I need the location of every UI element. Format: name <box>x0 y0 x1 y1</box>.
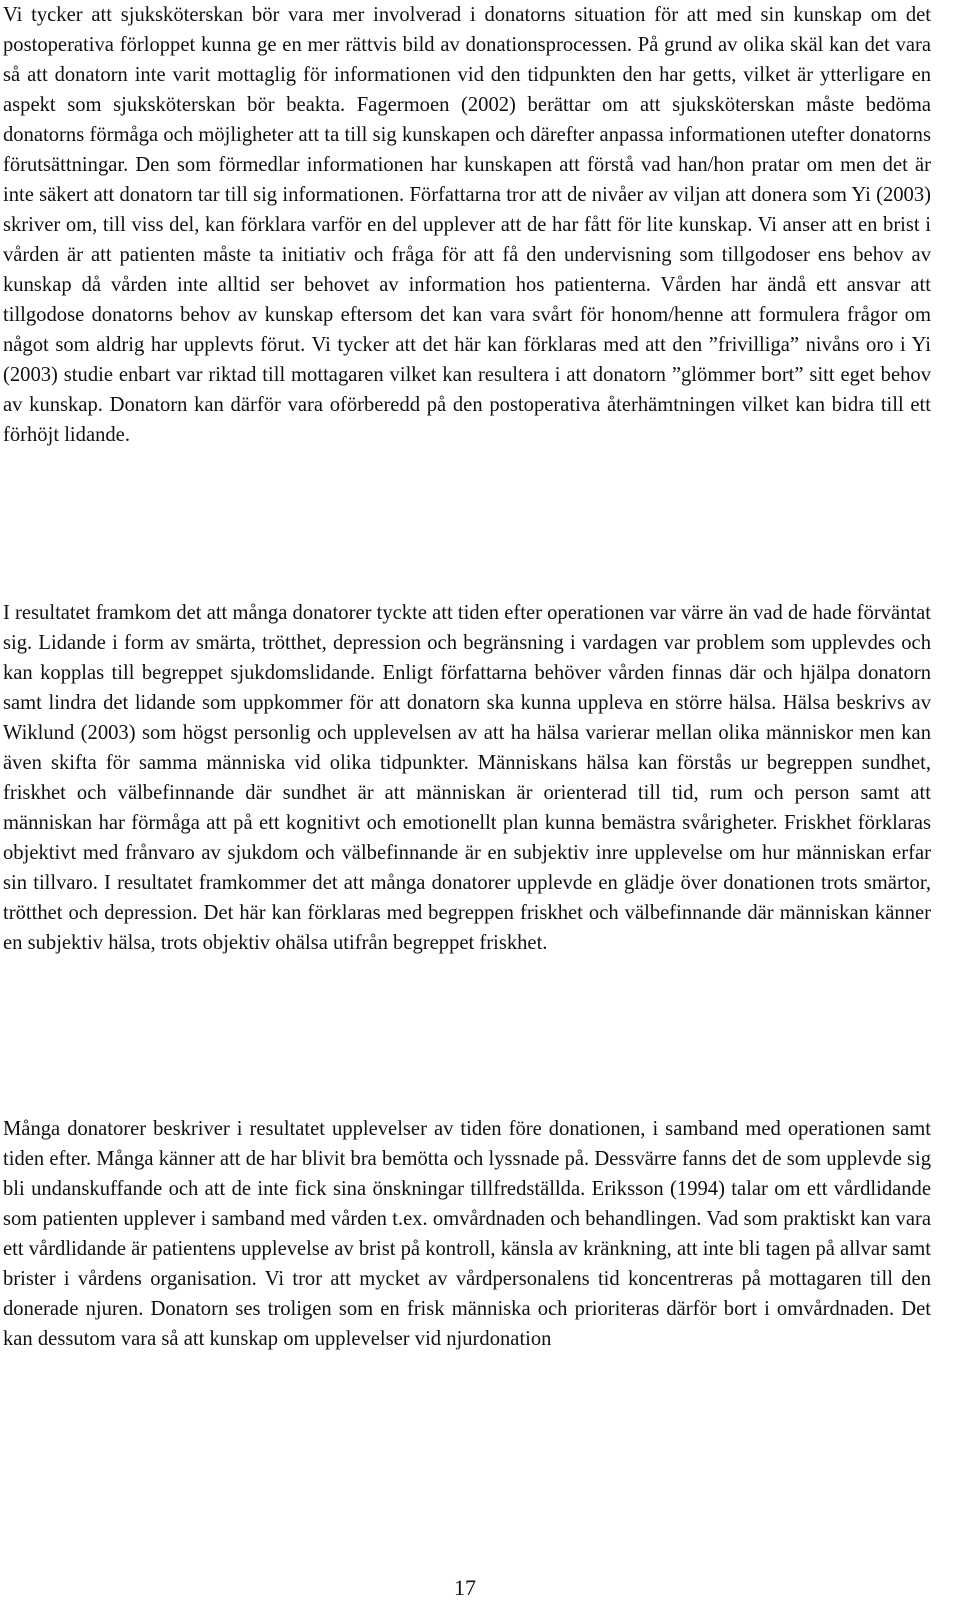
body-paragraph-3: Många donatorer beskriver i resultatet upplevelser av tiden före donationen, i samband med operationen samt tiden efter. Många känner att de har blivit bra bemötta och lyssnade på. Dessvärre fanns det de som upplevde sig bli undanskuffande och att de inte fick sina önskningar tillfredställda. Eriksson (1994) talar om ett vårdlidande som patienten upplever i samband med vården t.ex. omvårdnaden och behandlingen. Vad som praktiskt kan vara ett vårdlidande är patientens upplevelse av brist på kontroll, känsla av kränkning, att inte bli tagen på allvar samt brister i vårdens organisation. Vi tror att mycket av vårdpersonalens tid koncentreras på mottagaren till den donerade njuren. Donatorn ses troligen som en frisk människa och prioriteras därför bort i omvårdnaden. Det kan dessutom vara så att kunskap om upplevelser vid njurdonation <box>3 1118 931 1350</box>
body-paragraph-2: I resultatet framkom det att många donatorer tyckte att tiden efter operationen var värre än vad de hade förväntat sig. Lidande i form av smärta, trötthet, depression och begränsning i vardagen var problem som upplevdes och kan kopplas till begreppet sjukdomslidande. Enligt författarna behöver vården finnas där och hjälpa donatorn samt lindra det lidande som uppkommer för att donatorn ska kunna uppleva en större hälsa. Hälsa beskrivs av Wiklund (2003) som högst personlig och upplevelsen av att ha hälsa varierar mellan olika människor men kan även skifta för samma människa vid olika tidpunkter. Människans hälsa kan förstås ur begreppen sundhet, friskhet och välbefinnande där sundhet är att människan är orienterad till tid, rum och person samt att människan har förmåga att på ett kognitivt och emotionellt plan kunna bemästra svårigheter. Friskhet förklaras objektivt med frånvaro av sjukdom och välbefinnande är en subjektiv inre upplevelse om hur människan erfar sin tillvaro. I resultatet framkommer det att många donatorer upplevde en glädje över donationen trots smärtor, trötthet och depression. Det här kan förklaras med begreppen friskhet och välbefinnande där människan känner en subjektiv hälsa, trots objektiv ohälsa utifrån begreppet friskhet. <box>3 602 931 954</box>
body-paragraph-1: Vi tycker att sjuksköterskan bör vara mer involverad i donatorns situation för att med sin kunskap om det postoperativa förloppet kunna ge en mer rättvis bild av donationsprocessen. På grund av olika skäl kan det vara så att donatorn inte varit mottaglig för informationen vid den tidpunkten den har getts, vilket är ytterligare en aspekt som sjuksköterskan bör beakta. Fagermoen (2002) berättar om att sjuksköterskan måste bedöma donatorns förmåga och möjligheter att ta till sig kunskapen och därefter anpassa informationen utefter donatorns förutsättningar. Den som förmedlar informationen har kunskapen att förstå vad han/hon pratar om men det är inte säkert att donatorn tar till sig informationen. Författarna tror att de nivåer av viljan att donera som Yi (2003) skriver om, till viss del, kan förklara varför en del upplever att de har fått för lite kunskap. Vi anser att en brist i vården är att patienten måste ta initiativ och fråga för att få den undervisning som tillgodoser ens behov av kunskap då vården inte alltid ser behovet av information hos patienterna. Vården har ändå ett ansvar att tillgodose donatorns behov av kunskap eftersom det kan vara svårt för honom/henne att formulera frågor om något som aldrig har upplevts förut. Vi tycker att det här kan förklaras med att den ”frivilliga” nivåns oro i Yi (2003) studie enbart var riktad till mottagaren vilket kan resultera i att donatorn ”glömmer bort” sitt eget behov av kunskap. Donatorn kan därför vara oförberedd på den postoperativa återhämtningen vilket kan bidra till ett förhöjt lidande. <box>3 4 931 446</box>
page-number: 17 <box>454 1575 476 1600</box>
